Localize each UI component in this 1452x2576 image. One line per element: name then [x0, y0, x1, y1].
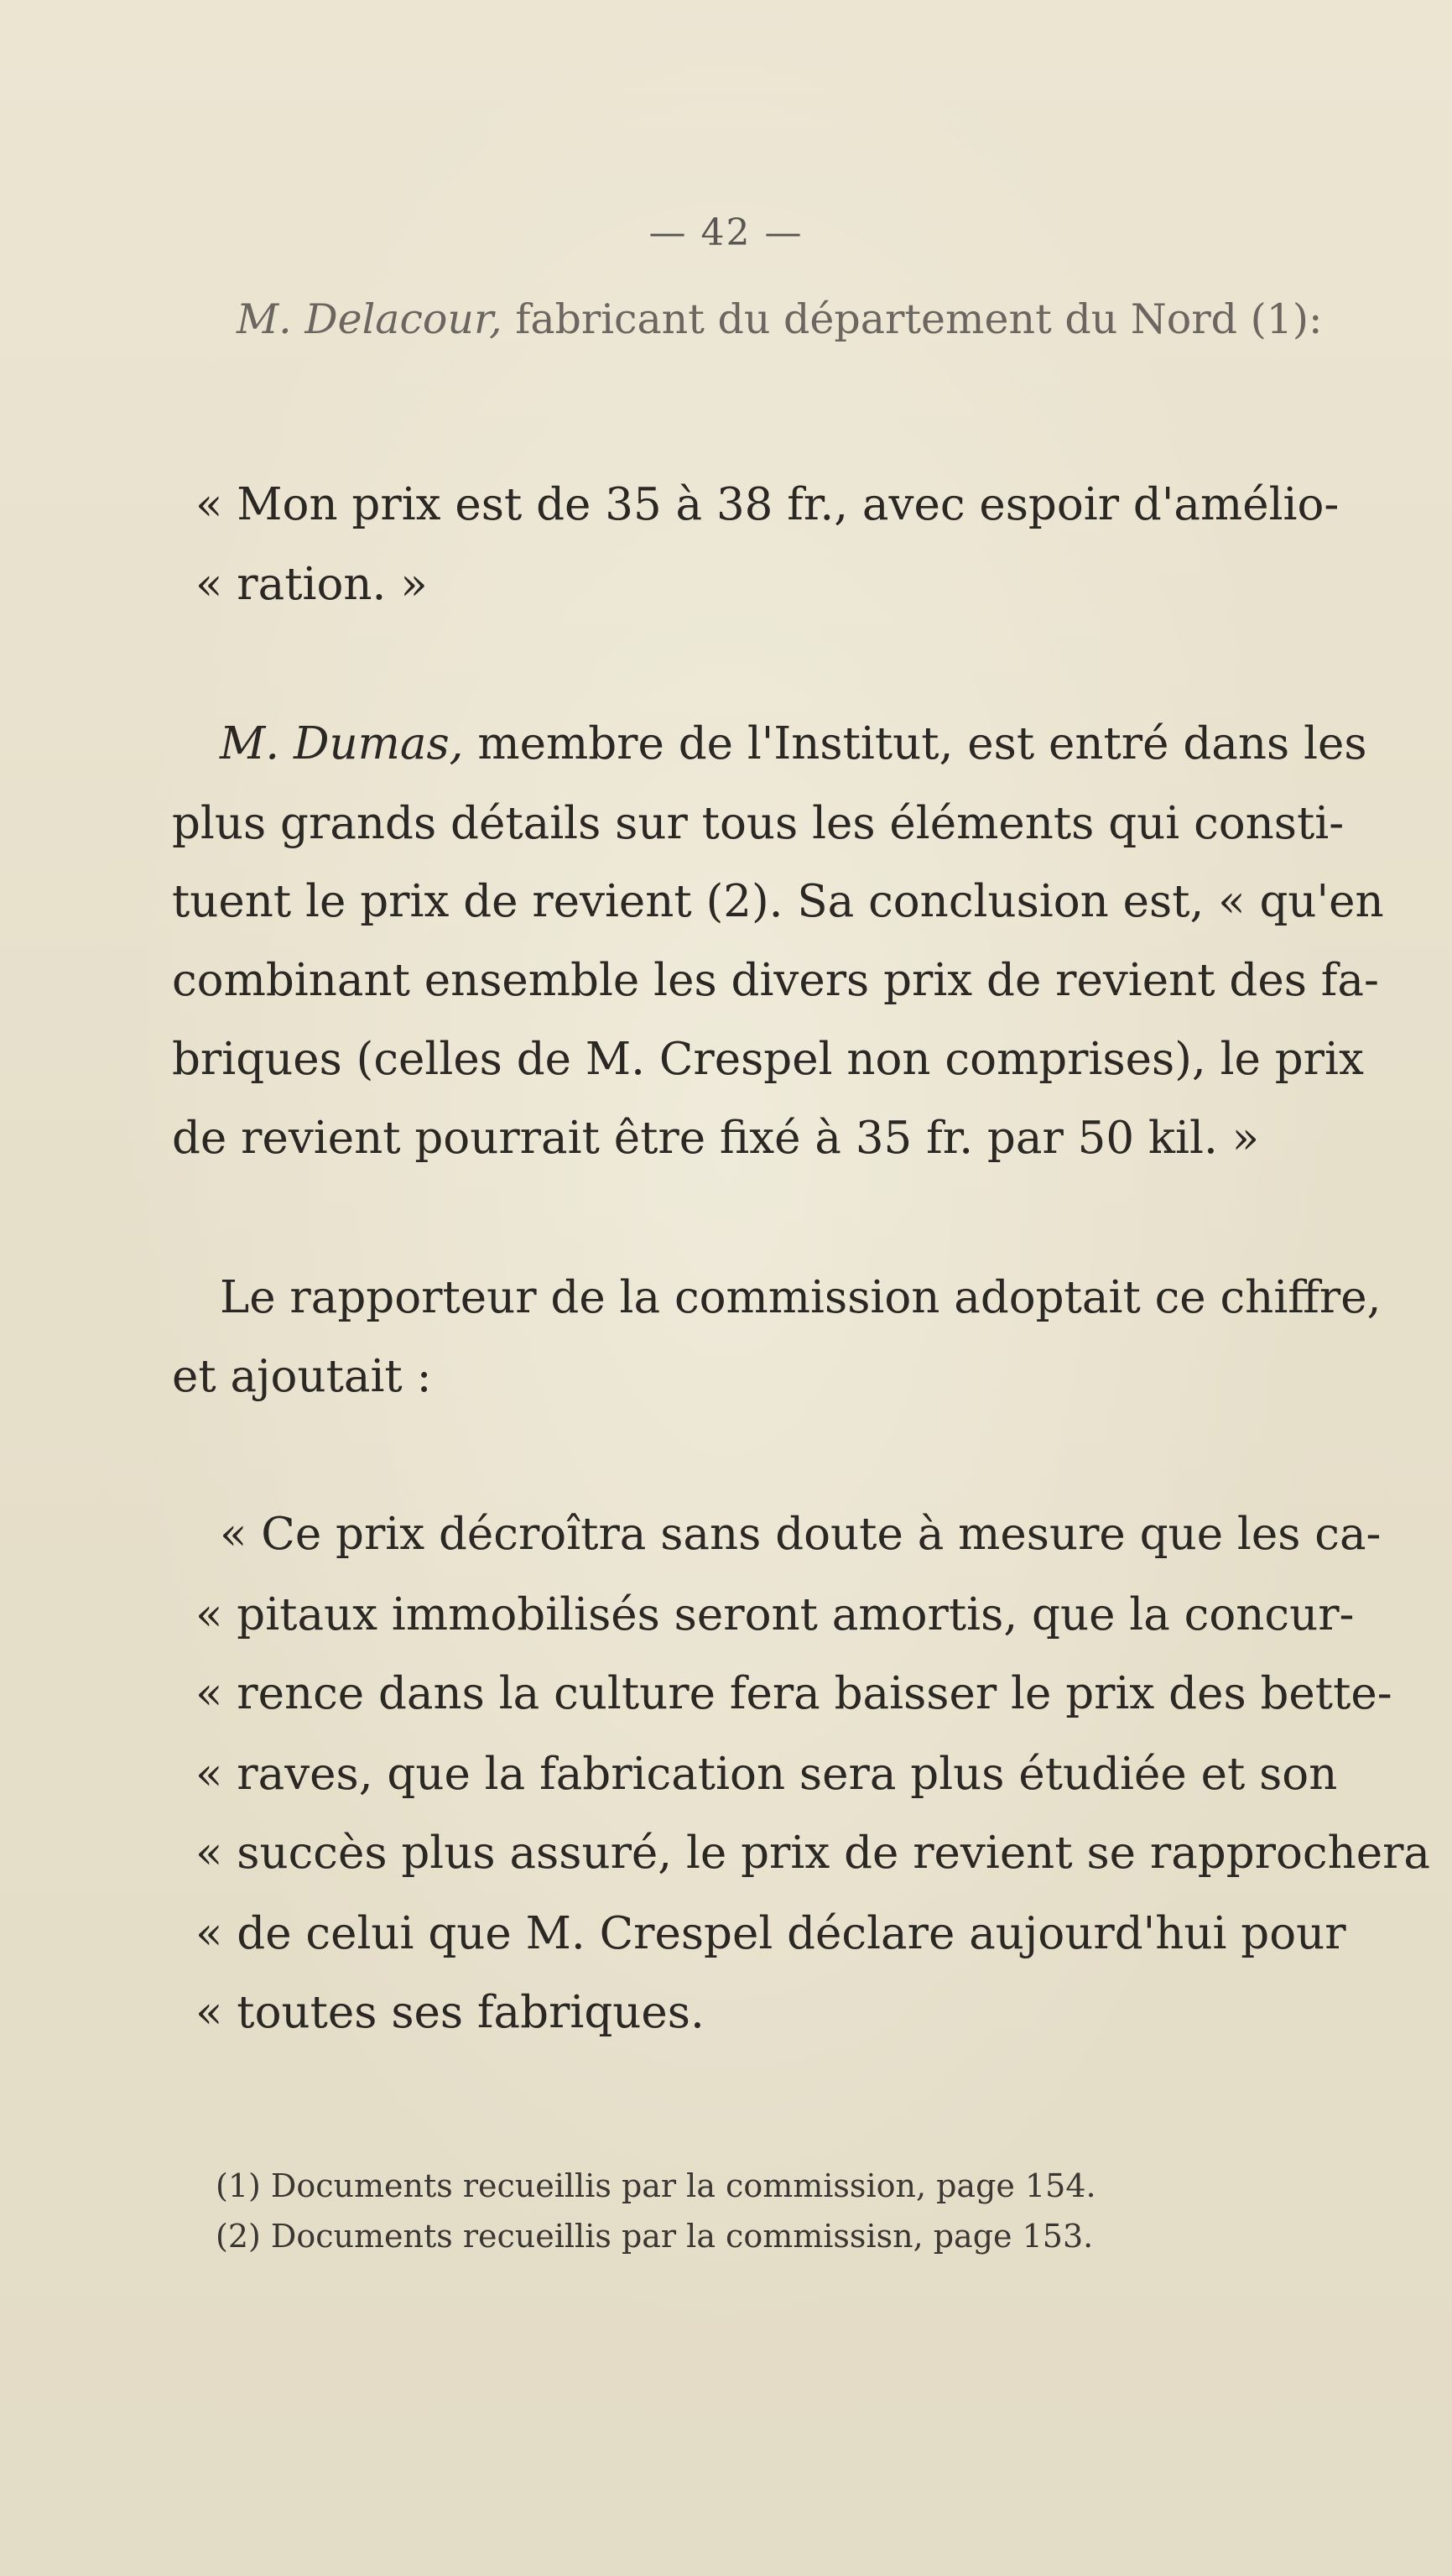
paragraph-line: tuent le prix de revient (2). Sa conclusion est, « qu'en	[172, 876, 1384, 927]
footnote: (1) Documents recueillis par la commission, page 154.	[216, 2167, 1096, 2204]
quote-line: « Ce prix décroîtra sans doute à mesure que les ca-	[220, 1509, 1382, 1560]
speaker-name: M. Dumas,	[220, 718, 464, 769]
quote-line: « raves, que la fabrication sera plus étudiée et son	[195, 1749, 1338, 1800]
paragraph-line: et ajoutait :	[172, 1351, 432, 1402]
speaker-name: M. Delacour,	[237, 295, 502, 343]
page-number: — 42 —	[648, 211, 804, 254]
speaker-heading	[237, 295, 1323, 343]
paragraph-line: plus grands détails sur tous les éléments qui consti-	[172, 798, 1345, 849]
footnote: (2) Documents recueillis par la commissisn, page 153.	[216, 2218, 1094, 2255]
paragraph-line	[220, 718, 1367, 769]
quote-line: « succès plus assuré, le prix de revient se rapprochera	[195, 1828, 1431, 1879]
speaker-description: fabricant du département du Nord (1):	[502, 295, 1323, 343]
paragraph-line: briques (celles de M. Crespel non comprises), le prix	[172, 1034, 1364, 1085]
paragraph-line: combinant ensemble les divers prix de revient des fa-	[172, 955, 1379, 1006]
quote-line: « toutes ses fabriques.	[195, 1987, 705, 2038]
paragraph-line: de revient pourrait être fixé à 35 fr. par 50 kil. »	[172, 1113, 1260, 1164]
paragraph-text: membre de l'Institut, est entré dans les	[463, 718, 1367, 769]
quote-line: « rence dans la culture fera baisser le prix des bette-	[195, 1668, 1392, 1719]
paragraph-line: Le rapporteur de la commission adoptait ce chiffre,	[220, 1272, 1382, 1323]
quote-line: « Mon prix est de 35 à 38 fr., avec espoir d'amélio-	[195, 479, 1340, 530]
quote-line: « de celui que M. Crespel déclare aujourd'hui pour	[195, 1908, 1346, 1959]
quote-line: « ration. »	[195, 559, 428, 610]
quote-line: « pitaux immobilisés seront amortis, que la concur-	[195, 1589, 1355, 1640]
